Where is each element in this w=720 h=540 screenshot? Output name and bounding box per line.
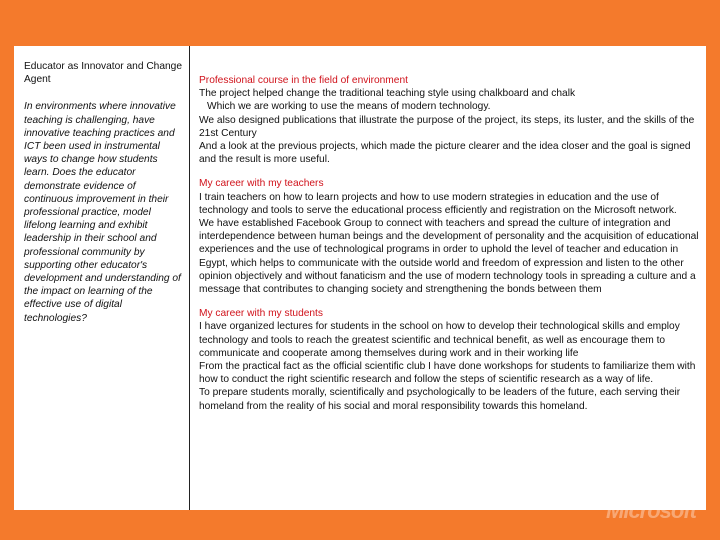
section-line: To prepare students morally, scientifically and psychologically to be leaders of the future, each serving their homeland from the reality of his social and moral responsibility towards this homeland. xyxy=(199,387,681,412)
section-line: We also designed publications that illustrate the purpose of the project, its steps, its luster, and the skills of the 21st Century xyxy=(199,114,695,139)
microsoft-logo: Microsoft xyxy=(606,498,696,523)
section-environment-course xyxy=(199,74,699,166)
section-heading: My career with my students xyxy=(199,308,323,320)
right-column xyxy=(199,74,699,424)
section-line: Which we are working to use the means of modern technology. xyxy=(207,101,491,113)
section-line: And a look at the previous projects, which made the picture clearer and the idea closer and the goal is signed and the result is more useful. xyxy=(199,141,691,166)
section-students xyxy=(199,307,699,413)
section-line: From the practical fact as the official scientific club I have done workshops for students to familiarize them with how to conduct the right scientific research and follow the steps of scientific research as a way of life. xyxy=(199,361,696,386)
left-column xyxy=(24,60,184,325)
guiding-question: In environments where innovative teaching is challenging, have innovative teaching practices and ICT been used in instrumental ways to change how students learn. Does the educator demonstrate evidence of continuous improvement in their professional practice, model lifelong learning and exhibit leadership in their school and professional community by supporting other educator's development and understanding of the impact on learning of the effective use of digital technologies? xyxy=(24,101,181,324)
section-teachers xyxy=(199,177,699,296)
column-divider xyxy=(189,46,190,510)
section-heading: Professional course in the field of environment xyxy=(199,75,408,86)
section-line: We have established Facebook Group to connect with teachers and spread the culture of integration and interdependence between human beings and the development of personality and the acquisition of educational experiences and the use of technological programs in order to uphold the level of teacher and education in Egypt, which helps to communicate with the outside world and freedom of expression and listen to the other opinion objectively and without fanaticism and the use of modern technology tools in spreading a culture and a message that contributes to changing society and strengthening the bonds between them xyxy=(199,218,699,296)
section-line: I have organized lectures for students in the school on how to develop their technological skills and employ technology and tools to reach the greatest scientific and technical benefit, as well as encourage them to communicate and cooperate among themselves during work and in their working life xyxy=(199,321,680,359)
document-page xyxy=(14,46,706,510)
section-line: I train teachers on how to learn projects and how to use modern strategies in education and the use of technology and tools to serve the educational process efficiently and registration on the Microsoft network. xyxy=(199,191,677,216)
section-line: The project helped change the traditional teaching style using chalkboard and chalk xyxy=(199,88,576,100)
column-title: Educator as Innovator and Change Agent xyxy=(24,61,183,86)
section-heading: My career with my teachers xyxy=(199,178,324,190)
